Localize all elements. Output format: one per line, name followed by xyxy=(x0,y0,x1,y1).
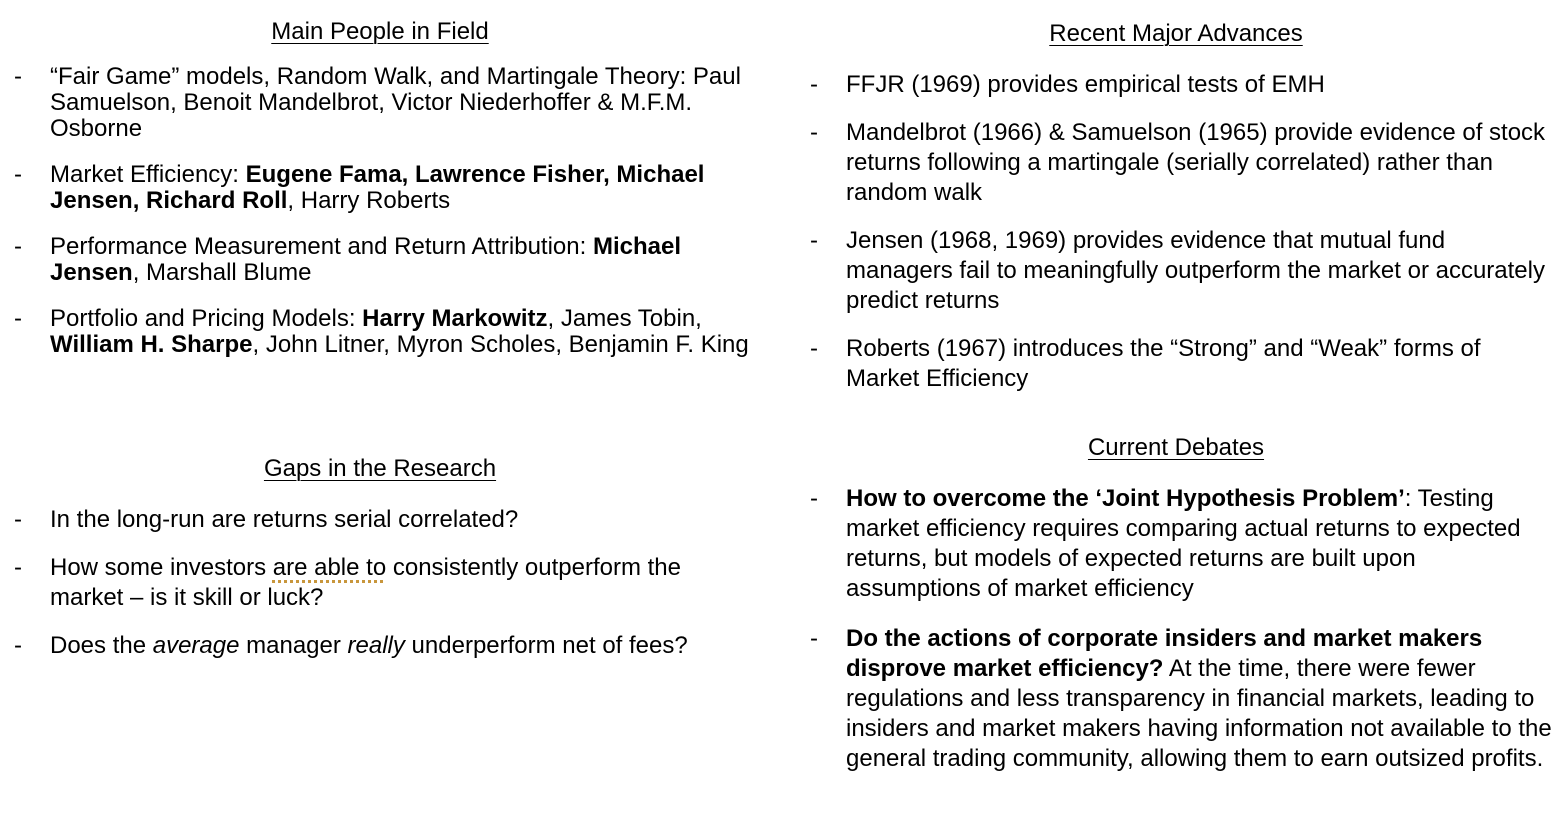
list-item xyxy=(810,624,1556,774)
bullet-dash: - xyxy=(14,63,22,90)
list-item xyxy=(810,70,1546,100)
bullet-dash: - xyxy=(810,227,818,254)
list-item xyxy=(14,631,750,661)
gaps-section xyxy=(14,455,750,679)
list-item xyxy=(810,226,1546,316)
gaps-heading: Gaps in the Research xyxy=(263,455,497,482)
item-bold-question: How to overcome the ‘Joint Hypothesis Problem’ xyxy=(846,485,1405,512)
advances-section xyxy=(810,20,1546,412)
bullet-dash: - xyxy=(810,485,818,512)
list-item xyxy=(14,305,750,358)
item-text: “Fair Game” models, Random Walk, and Martingale Theory: Paul Samuelson, Benoit Mandelbrot, Victor Niederhoffer & M.F.M. Osborne xyxy=(50,63,741,142)
list-item xyxy=(810,484,1556,604)
advances-list xyxy=(810,70,1546,394)
list-item xyxy=(14,233,750,286)
item-bold-names: William H. Sharpe xyxy=(50,331,253,358)
list-item xyxy=(810,118,1546,208)
advances-heading: Recent Major Advances xyxy=(1049,20,1303,47)
item-text: manager xyxy=(239,632,348,659)
item-text: , John Litner, Myron Scholes, Benjamin F. King xyxy=(252,331,749,358)
bullet-dash: - xyxy=(810,335,818,362)
bullet-dash: - xyxy=(14,233,22,260)
item-text: consistently outperform the market – is it skill or luck? xyxy=(50,554,681,611)
item-text: Roberts (1967) introduces the “Strong” and “Weak” forms of Market Efficiency xyxy=(846,335,1481,392)
list-item xyxy=(810,334,1546,394)
bullet-dash: - xyxy=(14,305,22,332)
item-text: , Marshall Blume xyxy=(132,259,312,286)
bullet-dash: - xyxy=(810,625,818,652)
debates-list xyxy=(810,484,1556,774)
item-text: Mandelbrot (1966) & Samuelson (1965) provide evidence of stock returns following a martingale (serially correlated) rather than random walk xyxy=(846,119,1546,206)
bullet-dash: - xyxy=(810,71,818,98)
item-text: : Testing market efficiency requires comparing actual returns to expected returns, but models of expected returns are built upon assumptions of market efficiency xyxy=(846,485,1521,602)
list-item xyxy=(14,505,750,535)
item-text: Jensen (1968, 1969) provides evidence that mutual fund managers fail to meaningfully outperform the market or accurately predict returns xyxy=(846,227,1545,314)
item-bold-question: Do the actions of corporate insiders and market makers disprove market efficiency? xyxy=(846,625,1483,682)
bullet-dash: - xyxy=(14,161,22,188)
item-bold-names: Michael Jensen xyxy=(50,233,681,286)
item-text: In the long-run are returns serial correlated? xyxy=(50,506,519,533)
item-bold-names: Harry Markowitz xyxy=(362,305,548,332)
item-text: underperform net of fees? xyxy=(404,632,688,659)
list-item xyxy=(14,161,750,214)
list-item xyxy=(14,553,750,613)
list-item xyxy=(14,63,750,142)
debates-section xyxy=(810,434,1556,794)
item-text: Performance Measurement and Return Attribution: xyxy=(50,233,593,260)
item-italic: really xyxy=(347,632,405,659)
item-italic: average xyxy=(152,632,240,659)
debates-heading: Current Debates xyxy=(1087,434,1265,461)
item-text: Does the xyxy=(50,632,153,659)
bullet-dash: - xyxy=(14,632,22,659)
item-text: Market Efficiency: xyxy=(50,161,246,188)
item-text: At the time, there were fewer regulations and less transparency in financial markets, leading to insiders and market makers having information not available to the general trading community, allowing them to earn outsized profits. xyxy=(846,655,1552,772)
item-text: , James Tobin, xyxy=(547,305,702,332)
gaps-list xyxy=(14,505,750,661)
main-people-list xyxy=(14,63,750,358)
item-bold-names: Eugene Fama, Lawrence Fisher, Michael Jensen, Richard Roll xyxy=(50,161,705,214)
grammar-flag-text[interactable]: are able to xyxy=(272,554,387,581)
item-text: FFJR (1969) provides empirical tests of EMH xyxy=(846,71,1325,98)
item-text: How some investors xyxy=(50,554,273,581)
bullet-dash: - xyxy=(14,506,22,533)
item-text: Portfolio and Pricing Models: xyxy=(50,305,363,332)
bullet-dash: - xyxy=(14,554,22,581)
item-text: , Harry Roberts xyxy=(287,187,451,214)
main-people-section xyxy=(14,18,750,378)
bullet-dash: - xyxy=(810,119,818,146)
main-people-heading: Main People in Field xyxy=(271,18,489,45)
